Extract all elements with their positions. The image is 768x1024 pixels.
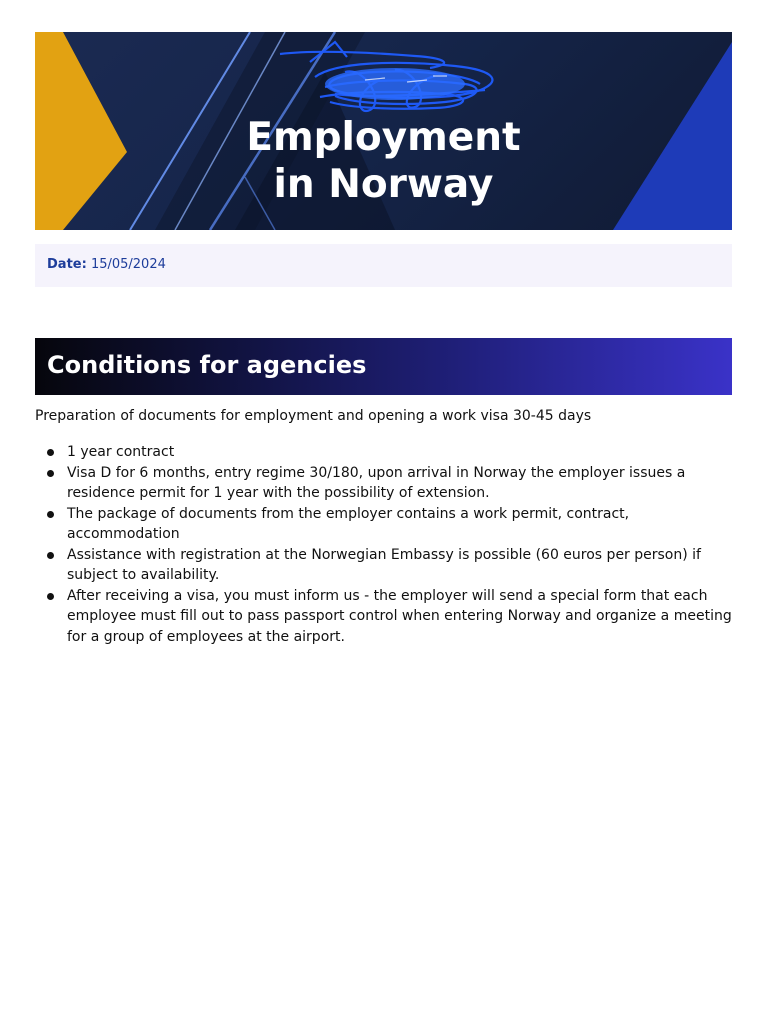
bullet-icon	[47, 593, 54, 600]
list-item-text: 1 year contract	[67, 444, 175, 460]
date-value: 15/05/2024	[90, 257, 166, 272]
list-item	[35, 586, 732, 648]
list-item	[35, 442, 732, 463]
date-bar	[35, 244, 732, 287]
bullet-icon	[47, 552, 54, 559]
section-title: Conditions for agencies	[47, 351, 367, 379]
hero-banner	[35, 32, 732, 230]
list-item-text: Assistance with registration at the Norwegian Embassy is possible (60 euros per person) if subject to availability.	[67, 546, 701, 583]
banner-title	[35, 114, 732, 208]
section-intro: Preparation of documents for employment and opening a work visa 30-45 days	[35, 408, 592, 424]
bullet-icon	[47, 511, 54, 518]
list-item	[35, 463, 732, 504]
section-header	[35, 338, 732, 395]
list-item	[35, 545, 732, 586]
bullet-icon	[47, 449, 54, 456]
bullet-icon	[47, 470, 54, 477]
conditions-list	[35, 442, 732, 647]
banner-title-line1: Employment	[246, 115, 521, 160]
banner-title-line2: in Norway	[273, 162, 494, 207]
list-item-text: The package of documents from the employer contains a work permit, contract, accommodation	[67, 505, 630, 542]
list-item-text: Visa D for 6 months, entry regime 30/180, upon arrival in Norway the employer issues a residence permit for 1 year with the possibility of extension.	[67, 464, 686, 501]
list-item	[35, 504, 732, 545]
date-label: Date:	[47, 257, 87, 272]
list-item-text: After receiving a visa, you must inform us - the employer will send a special form that each employee must fill out to pass passport control when entering Norway and organize a meeting for a group of employees at the airport.	[67, 587, 732, 645]
